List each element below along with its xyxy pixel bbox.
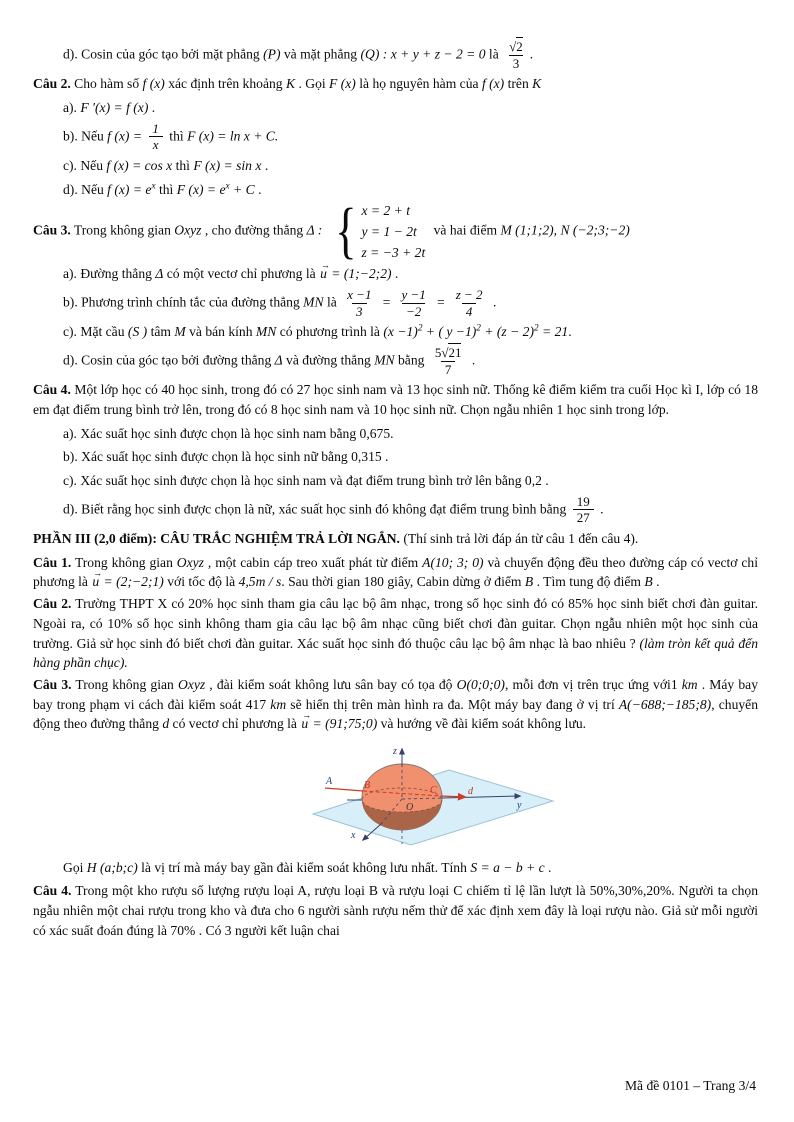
superscript: x xyxy=(151,180,156,191)
math-text: + ( y −1) xyxy=(422,324,477,340)
math-text: K xyxy=(285,76,296,92)
text-run: . xyxy=(148,99,156,115)
equation-rows xyxy=(361,203,425,260)
text-run: b). Phương trình chính tắc của đường thẳng xyxy=(63,294,304,310)
text-run: thì xyxy=(165,127,188,143)
figure-label-z: z xyxy=(392,746,397,758)
equation: z = −3 + 2t xyxy=(361,244,426,260)
math-text: (x −1) xyxy=(383,324,418,340)
p3-q3-final-question xyxy=(33,858,758,878)
p2-q4-item-b xyxy=(33,447,758,467)
text-run: a). Đường thẳng xyxy=(63,266,156,282)
vector-arrow-icon: → xyxy=(321,259,331,270)
text-run: và mặt phẳng xyxy=(280,46,361,62)
math-text: + C xyxy=(229,181,255,197)
page-footer: Mã đề 0101 – Trang 3/4 xyxy=(624,1078,756,1094)
text-run: . xyxy=(596,501,604,516)
text-run: . xyxy=(652,574,660,590)
text-run: có một vectơ chỉ phương là xyxy=(163,266,320,282)
numerator: z − 2 xyxy=(455,286,483,302)
math-text: A(10; 3; 0) xyxy=(422,554,484,570)
denominator: 27 xyxy=(573,509,594,525)
text-run: . xyxy=(529,46,534,62)
numerator: x −1 xyxy=(347,286,372,302)
math-text: f (x) = xyxy=(107,127,146,143)
bold-text: Câu 1. xyxy=(33,554,72,570)
math-text: F (x) = sin x xyxy=(193,157,262,173)
text-run: , cho đường thẳng xyxy=(201,222,307,238)
fraction xyxy=(148,122,163,152)
p2-q2-item-d xyxy=(33,180,758,200)
math-text: f (x) xyxy=(142,76,165,92)
text-run: b). Nếu xyxy=(63,127,108,143)
text-run: , đài kiểm soát không lưu sân bay có tọa độ xyxy=(205,676,457,692)
text-run: d). Nếu xyxy=(63,181,108,197)
math-text: = xyxy=(432,294,449,310)
bold-text: Câu 2. xyxy=(33,76,71,92)
math-text: M (1;1;2), N (−2;3;−2) xyxy=(500,222,630,238)
radical-sign: √ xyxy=(509,39,517,54)
text-run: thì xyxy=(172,157,194,173)
text-run: Trong một kho rượu số lượng rượu loại A, rượu loại B và rượu loại C chiếm tỉ lệ lần lượt là 50%,30%,20%. Người ta chọn ngẫu nhiên một chai rượu trong kho và đưa cho 6 người sành rượu nếm thử để xác định xem đây là loại rượu nào. Giả sử mỗi người có xác suất đoán đúng là 70% . Có 3 người kết luận chai xyxy=(33,883,758,938)
text-run: c). Nếu xyxy=(63,157,107,173)
text-run: Gọi xyxy=(63,859,87,875)
text-run: tâm xyxy=(147,324,175,340)
bold-text: PHẦN III (2,0 điểm): CÂU TRẮC NGHIỆM TRẢ LỜI NGẮN. xyxy=(33,531,404,547)
p2-q4-item-d xyxy=(33,495,758,525)
fraction xyxy=(397,288,429,318)
figure-label-y: y xyxy=(516,800,521,812)
bold-text: Câu 2. xyxy=(33,596,72,612)
text-run: c). Mặt cầu xyxy=(63,324,128,340)
denominator: 7 xyxy=(441,361,456,377)
numerator: y −1 xyxy=(401,286,426,302)
text-run: d). Cosin của góc tạo bởi đường thẳng xyxy=(63,352,275,368)
text-run: . xyxy=(544,859,552,875)
math-text: Oxyz xyxy=(177,676,206,692)
figure-label-b: B xyxy=(363,780,370,792)
p2-q2-stem xyxy=(33,74,758,94)
text-run: . xyxy=(254,181,262,197)
text-run: thì xyxy=(155,181,177,197)
math-text: B xyxy=(644,574,653,590)
equation: y = 1 − 2t xyxy=(361,224,417,239)
bold-text: Câu 4. xyxy=(33,883,72,899)
figure-label-o: O xyxy=(405,802,413,814)
vector-arrow-icon: → xyxy=(93,567,103,578)
math-text: F (x) xyxy=(329,76,356,92)
math-text: (P) xyxy=(263,46,281,62)
vector-letter: u xyxy=(301,716,309,732)
bold-text: Câu 4. xyxy=(33,382,71,398)
p2-q3-item-b xyxy=(33,288,758,318)
math-text: O(0;0;0) xyxy=(456,676,505,692)
math-text: 4,5m / s xyxy=(238,574,282,590)
numerator: 1 xyxy=(152,120,159,136)
p2-q3-item-a xyxy=(33,259,758,284)
text-run: và đường thẳng xyxy=(282,352,375,368)
text-run: Cho hàm số xyxy=(70,76,143,92)
text-run: . Sau thời gian 180 giây, Cabin dừng ở điểm xyxy=(281,574,525,590)
vector-notation xyxy=(320,259,331,284)
math-text: = (2;−2;1) xyxy=(100,574,164,590)
text-run: , chuyển động theo đường thẳng xyxy=(33,696,758,732)
radar-sphere-figure xyxy=(33,740,758,854)
radicand: 21 xyxy=(448,344,462,360)
fraction xyxy=(343,288,375,318)
math-text: MN xyxy=(303,294,324,310)
p2-q3-item-c xyxy=(33,322,758,342)
radical-sign: √ xyxy=(441,344,449,360)
text-run: có phương trình là xyxy=(276,324,384,340)
p2-q4-item-c xyxy=(33,471,758,491)
math-text: S = a − b + c xyxy=(470,859,545,875)
text-run: a). Xác suất học sinh được chọn là học sinh nam bằng 0,675. xyxy=(63,425,394,441)
italic-note: (làm tròn kết quả đến hàng phần chục). xyxy=(33,635,758,671)
text-run: , mỗi đơn vị trên trục ứng với1 xyxy=(504,676,682,692)
p2-q3-item-d xyxy=(33,346,758,376)
math-text: MN xyxy=(374,352,395,368)
math-text: f (x) = cos x xyxy=(106,157,173,173)
p2-q2-item-b xyxy=(33,122,758,152)
numerator: 19 xyxy=(576,493,590,509)
fraction xyxy=(573,495,594,525)
vector-notation xyxy=(92,567,103,592)
p3-q1 xyxy=(33,553,758,592)
math-text: Δ xyxy=(274,352,283,368)
text-run: Trường THPT X có 20% học sinh tham gia câu lạc bộ âm nhạc, trong số học sinh đó có 85% học sinh biết chơi đàn guitar. Ngoài ra, có 10% số học sinh không tham gia câu lạc bộ âm nhạc cũng biết chơi đàn guitar. Chọn ngẫu nhiên một học sinh của trường. Giả sử học sinh đó biết chơi đàn guitar. Xác suất học sinh đó thuộc câu lạc bộ âm nhạc là bao nhiêu ? xyxy=(33,596,758,651)
text-run: a). xyxy=(63,99,81,115)
text-run: b). Xác suất học sinh được chọn là học sinh nữ bằng 0,315 . xyxy=(63,449,389,465)
radar-sphere-diagram xyxy=(299,740,561,848)
math-text: Oxyz xyxy=(174,222,202,238)
p2-q3-stem xyxy=(33,197,758,266)
text-run: d). Cosin của góc tạo bởi mặt phẳng xyxy=(63,46,264,62)
text-run: . xyxy=(568,324,572,340)
figure-label-a: A xyxy=(325,776,332,788)
math-text: f (x) = e xyxy=(107,181,152,197)
text-run: d). Biết rằng học sinh được chọn là nữ, xác suất học sinh đó không đạt điểm trung bình bằng xyxy=(63,501,570,516)
text-run: trên xyxy=(504,76,533,92)
math-text: Δ : xyxy=(306,222,326,238)
text-run: Một lớp học có 40 học sinh, trong đó có 27 học sinh nam và 13 học sinh nữ. Thống kê điểm kiểm tra cuối Học kì I, lớp có 18 em đạt điểm trung bình trở lên, trong đó có 8 học sinh nam và 10 học sinh nữ. Chọn ngẫu nhiên 1 học sinh trong lớp. xyxy=(33,382,758,417)
p2-q4-item-a xyxy=(33,424,758,444)
math-text: f (x) xyxy=(481,76,505,92)
math-text: B xyxy=(524,574,534,590)
superscript: x xyxy=(225,180,230,191)
text-run: . xyxy=(261,157,269,173)
p3-section-header xyxy=(33,529,758,549)
figure-label-x: x xyxy=(350,830,355,842)
radicand: 2 xyxy=(516,39,523,54)
vector-letter: u xyxy=(320,266,327,282)
math-text: d xyxy=(162,716,170,732)
math-text: F (x) = ln x + C. xyxy=(187,127,279,143)
math-text: km xyxy=(681,676,698,692)
p3-q4 xyxy=(33,881,758,940)
math-text: (S ) xyxy=(127,324,148,340)
text-run: Trong không gian xyxy=(71,676,178,692)
math-text: = (1;−2;2) xyxy=(327,266,392,282)
bold-text: Câu 3. xyxy=(33,676,72,692)
numerator: 5√21 xyxy=(434,344,462,360)
vector-notation xyxy=(301,709,312,734)
equation: x = 2 + t xyxy=(361,203,411,219)
denominator: x xyxy=(149,136,163,152)
text-run: là xyxy=(323,294,341,310)
math-text: km xyxy=(270,696,287,712)
denominator: 4 xyxy=(462,303,477,319)
superscript: 2 xyxy=(417,322,423,333)
text-run: Trong không gian xyxy=(70,222,175,238)
text-run: . xyxy=(468,352,476,368)
math-text: + (z − 2) xyxy=(480,324,535,340)
bold-text: Câu 3. xyxy=(33,222,71,238)
text-run: là xyxy=(485,46,503,62)
superscript: 2 xyxy=(534,322,539,333)
text-run: . xyxy=(391,266,399,282)
text-run: , một cabin cáp treo xuất phát từ điểm xyxy=(203,554,423,570)
text-run: và hai điểm xyxy=(430,222,501,238)
text-run: xác định trên khoảng xyxy=(164,76,286,92)
superscript: 2 xyxy=(476,322,481,333)
text-run: (Thí sinh trả lời đáp án từ câu 1 đến câu 4). xyxy=(403,531,639,547)
fraction xyxy=(452,288,487,318)
p3-q2 xyxy=(33,594,758,673)
p2-q2-item-a xyxy=(33,98,758,118)
text-run: . Tìm tung độ điểm xyxy=(533,574,645,590)
system-of-equations xyxy=(331,197,426,266)
math-text: = (91;75;0) xyxy=(309,716,378,732)
flight-line-left xyxy=(325,788,363,791)
denominator: 3 xyxy=(509,55,524,71)
text-run: có vectơ chỉ phương là xyxy=(169,716,301,732)
math-text: Oxyz xyxy=(176,554,204,570)
text-run: Trong không gian xyxy=(71,554,177,570)
text-run: bằng xyxy=(394,352,428,368)
brace-icon: { xyxy=(334,197,357,266)
p2-q1-item-d xyxy=(33,40,758,70)
denominator: 3 xyxy=(352,303,367,319)
math-text: = 21 xyxy=(538,324,569,340)
text-run: c). Xác suất học sinh được chọn là học sinh nam và đạt điểm trung bình trở lên bằng 0,2 . xyxy=(63,473,549,489)
text-run: sẽ hiển thị trên màn hình ra đa. Một máy bay đang ở vị trí xyxy=(286,696,619,712)
numerator xyxy=(505,40,527,55)
p2-q2-item-c xyxy=(33,156,758,176)
text-run: và bán kính xyxy=(185,324,256,340)
vector-letter: u xyxy=(92,574,100,590)
text-run: là vị trí mà máy bay gần đài kiểm soát không lưu nhất. Tính xyxy=(137,859,471,875)
figure-label-d: d xyxy=(467,786,473,798)
text-run: và chuyển động đều theo đường cáp có vectơ chỉ phương là xyxy=(33,554,759,590)
text-run: là họ nguyên hàm của xyxy=(355,76,482,92)
text-run: . Gọi xyxy=(295,76,330,92)
vector-arrow-icon: → xyxy=(302,709,312,720)
math-text: A(−688;−185;8) xyxy=(618,696,712,712)
p2-q4-stem xyxy=(33,380,758,419)
figure-label-c: C xyxy=(429,785,437,797)
text-run: và hướng về đài kiểm soát không lưu. xyxy=(377,716,587,732)
math-text: F (x) = e xyxy=(176,181,226,197)
math-text: = xyxy=(378,294,395,310)
math-text: F ′(x) = f (x) xyxy=(80,99,149,115)
math-text: H (a;b;c) xyxy=(86,859,138,875)
p3-q3 xyxy=(33,675,758,734)
math-text: M xyxy=(174,324,186,340)
fraction xyxy=(431,346,466,376)
math-text: (Q) : x + y + z − 2 = 0 xyxy=(360,46,486,62)
text-run: . xyxy=(489,294,497,310)
fraction xyxy=(505,40,527,70)
math-text: Δ xyxy=(155,266,164,282)
math-text: K xyxy=(532,76,542,92)
math-text: MN xyxy=(255,324,277,340)
denominator: −2 xyxy=(402,303,425,319)
text-run: . Máy bay bay trong phạm vi cách đài kiểm soát 417 xyxy=(33,676,758,712)
text-run: với tốc độ là xyxy=(163,574,239,590)
